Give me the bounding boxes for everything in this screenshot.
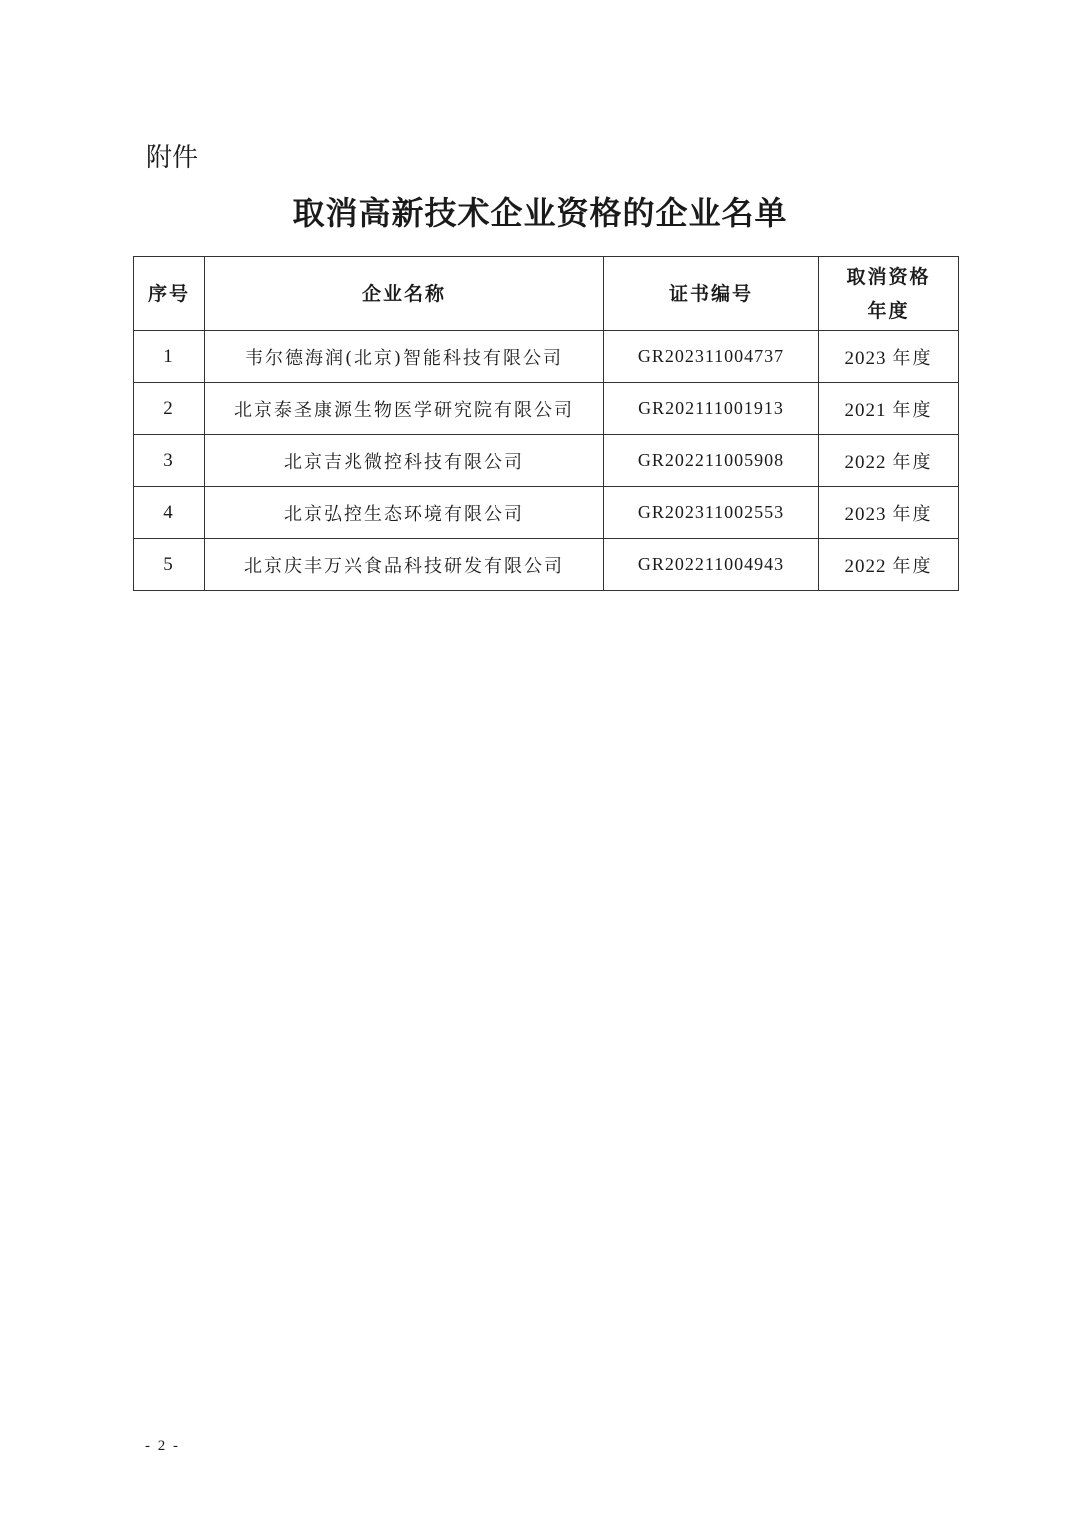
table-row — [134, 383, 959, 435]
row-index: 4 — [134, 487, 205, 539]
table-row — [134, 435, 959, 487]
row-revocation-year — [819, 331, 959, 383]
row-company-name: 韦尔德海润(北京)智能科技有限公司 — [205, 331, 604, 383]
row-year-value: 2021 — [844, 399, 887, 421]
header-certificate-number: 证书编号 — [604, 257, 819, 331]
header-revocation-year-line2: 年度 — [867, 299, 910, 322]
header-index: 序号 — [134, 257, 205, 331]
row-company-name: 北京庆丰万兴食品科技研发有限公司 — [205, 539, 604, 591]
row-revocation-year — [819, 383, 959, 435]
table-row — [134, 539, 959, 591]
row-certificate-number: GR202211004943 — [604, 539, 819, 591]
row-certificate-number: GR202211005908 — [604, 435, 819, 487]
row-year-value: 2022 — [844, 451, 887, 473]
row-year-value: 2023 — [844, 347, 887, 369]
row-company-name: 北京泰圣康源生物医学研究院有限公司 — [205, 383, 604, 435]
row-index: 2 — [134, 383, 205, 435]
row-certificate-number: GR202311002553 — [604, 487, 819, 539]
attachment-label: 附件 — [146, 143, 199, 173]
table-header-row — [134, 257, 959, 331]
row-year-unit: 年度 — [892, 347, 933, 369]
row-revocation-year — [819, 487, 959, 539]
row-year-unit: 年度 — [892, 399, 933, 421]
row-year-value: 2022 — [844, 555, 887, 577]
header-revocation-year-line1: 取消资格 — [846, 265, 931, 288]
row-certificate-number: GR202311004737 — [604, 331, 819, 383]
document-title: 取消高新技术企业资格的企业名单 — [292, 194, 788, 232]
row-certificate-number: GR202111001913 — [604, 383, 819, 435]
row-year-unit: 年度 — [892, 451, 933, 473]
row-year-unit: 年度 — [892, 503, 933, 525]
row-year-value: 2023 — [844, 503, 887, 525]
row-revocation-year — [819, 435, 959, 487]
header-revocation-year — [819, 257, 959, 331]
row-index: 5 — [134, 539, 205, 591]
table-row — [134, 487, 959, 539]
row-company-name: 北京吉兆微控科技有限公司 — [205, 435, 604, 487]
row-revocation-year — [819, 539, 959, 591]
row-company-name: 北京弘控生态环境有限公司 — [205, 487, 604, 539]
row-index: 1 — [134, 331, 205, 383]
row-year-unit: 年度 — [892, 555, 933, 577]
page-number: - 2 - — [145, 1438, 180, 1454]
row-index: 3 — [134, 435, 205, 487]
header-company-name: 企业名称 — [205, 257, 604, 331]
table-row — [134, 331, 959, 383]
revoked-enterprise-table — [133, 256, 959, 591]
